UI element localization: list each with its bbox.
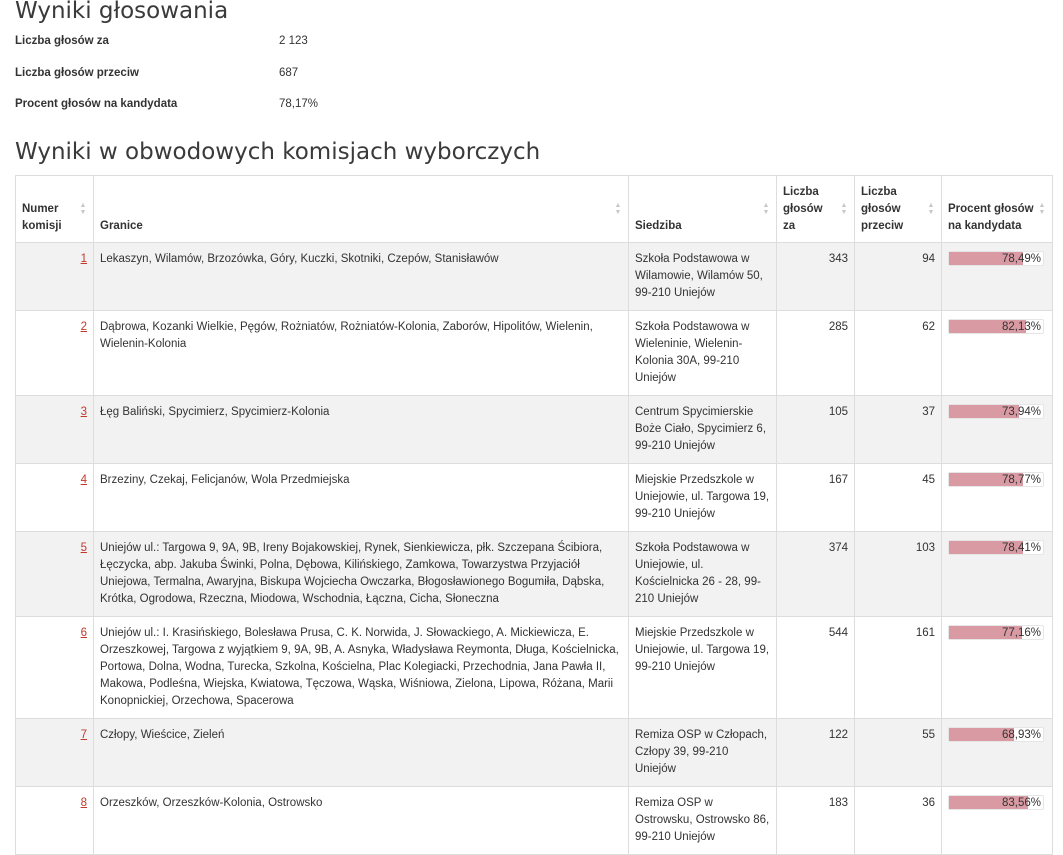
percent-bar [948,795,1044,810]
column-header-percent[interactable] [942,175,1053,242]
cell-seat: Remiza OSP w Człopach, Człopy 39, 99-210 Uniejów [629,718,777,786]
summary-row-percent [15,96,1052,128]
column-header-against-label: Liczba głosów przeciw [861,185,904,232]
cell-votes-for: 343 [777,242,855,310]
table-row [16,786,1053,854]
column-header-borders[interactable] [94,175,629,242]
percent-bar [948,472,1044,487]
sort-arrows-icon: ▲ ▼ [762,201,770,216]
cell-borders: Człopy, Wieścice, Zieleń [94,718,629,786]
percent-bar-label: 82,13% [1001,320,1041,333]
commission-number-link[interactable]: 7 [80,728,87,741]
sort-arrows-icon: ▲ ▼ [840,201,848,216]
cell-votes-for: 374 [777,531,855,616]
cell-percent [942,718,1053,786]
table-header-row [16,175,1053,242]
table-row [16,395,1053,463]
column-header-for-label: Liczba głosów za [783,185,823,232]
cell-number [16,531,94,616]
percent-bar [948,319,1044,334]
column-header-seat-label: Siedziba [635,219,682,232]
column-header-borders-label: Granice [100,219,143,232]
cell-votes-against: 55 [855,718,942,786]
percent-bar-label: 68,93% [1001,728,1041,741]
sort-arrows-icon: ▲ ▼ [614,201,622,216]
percent-bar [948,727,1044,742]
cell-seat: Szkoła Podstawowa w Uniejowie, ul. Kościelnicka 26 - 28, 99-210 Uniejów [629,531,777,616]
cell-percent [942,463,1053,531]
cell-number [16,242,94,310]
percent-bar-label: 78,49% [1001,252,1041,265]
cell-votes-for: 122 [777,718,855,786]
summary-label-percent: Procent głosów na kandydata [15,98,178,110]
percent-bar-label: 78,77% [1001,473,1041,486]
cell-votes-against: 161 [855,616,942,718]
results-table [15,175,1053,855]
commission-number-link[interactable]: 5 [80,541,87,554]
cell-number [16,718,94,786]
cell-seat: Remiza OSP w Ostrowsku, Ostrowsko 86, 99-210 Uniejów [629,786,777,854]
table-row [16,531,1053,616]
percent-bar-label: 83,56% [1001,796,1041,809]
column-header-number-label: Numer komisji [22,202,62,232]
summary-value-percent: 78,17% [279,98,319,110]
summary-label-for: Liczba głosów za [15,35,109,47]
cell-votes-for: 105 [777,395,855,463]
cell-percent [942,242,1053,310]
percent-bar [948,625,1044,640]
cell-votes-for: 544 [777,616,855,718]
cell-seat: Szkoła Podstawowa w Wieleninie, Wielenin-Kolonia 30A, 99-210 Uniejów [629,310,777,395]
table-row [16,616,1053,718]
cell-number [16,786,94,854]
section-title: Wyniki w obwodowych komisjach wyborczych [15,138,541,165]
results-table-body [16,242,1053,854]
summary-row-for [15,33,1052,65]
cell-votes-against: 94 [855,242,942,310]
summary-label-against: Liczba głosów przeciw [15,66,139,79]
cell-votes-against: 37 [855,395,942,463]
cell-percent [942,786,1053,854]
commission-number-link[interactable]: 4 [80,473,87,486]
commission-number-link[interactable]: 3 [80,405,87,418]
cell-percent [942,531,1053,616]
cell-borders: Orzeszków, Orzeszków-Kolonia, Ostrowsko [94,786,629,854]
cell-votes-for: 167 [777,463,855,531]
summary-value-against: 687 [279,66,299,79]
table-row [16,242,1053,310]
cell-borders: Lekaszyn, Wilamów, Brzozówka, Góry, Kuczki, Skotniki, Czepów, Stanisławów [94,242,629,310]
cell-votes-against: 36 [855,786,942,854]
cell-votes-against: 45 [855,463,942,531]
commission-number-link[interactable]: 1 [80,252,87,265]
cell-votes-against: 62 [855,310,942,395]
summary-row-against [15,65,1052,97]
table-row [16,463,1053,531]
sort-arrows-icon: ▲ ▼ [79,201,87,216]
sort-arrows-icon: ▲ ▼ [927,201,935,216]
cell-borders: Brzeziny, Czekaj, Felicjanów, Wola Przedmiejska [94,463,629,531]
cell-percent [942,395,1053,463]
commission-number-link[interactable]: 2 [80,320,87,333]
table-row [16,310,1053,395]
percent-bar-label: 73,94% [1001,405,1041,418]
commission-number-link[interactable]: 6 [80,626,87,639]
cell-seat: Centrum Spycimierskie Boże Ciało, Spycimierz 6, 99-210 Uniejów [629,395,777,463]
cell-percent [942,616,1053,718]
cell-seat: Miejskie Przedszkole w Uniejowie, ul. Targowa 19, 99-210 Uniejów [629,616,777,718]
table-row [16,718,1053,786]
percent-bar [948,251,1044,266]
percent-bar-label: 78,41% [1001,541,1041,554]
cell-votes-for: 183 [777,786,855,854]
cell-number [16,310,94,395]
column-header-against[interactable] [855,175,942,242]
percent-bar-label: 77,16% [1001,626,1041,639]
cell-number [16,463,94,531]
cell-borders: Łęg Baliński, Spycimierz, Spycimierz-Kolonia [94,395,629,463]
page-title: Wyniki głosowania [15,0,229,24]
summary [15,33,1052,128]
cell-votes-for: 285 [777,310,855,395]
cell-number [16,395,94,463]
commission-number-link[interactable]: 8 [80,796,87,809]
cell-borders: Uniejów ul.: Targowa 9, 9A, 9B, Ireny Bojakowskiej, Rynek, Sienkiewicza, płk. Szczepana Ścibiora, Łęczycka, abp. Jakuba Świnki, Polna, Dębowa, Kilińskiego, Zamkowa, Towarzystwa Przyjaciół Uniejowa, Termalna, Awaryjna, Biskupa Wojciecha Owczarka, Błogosławionego Bogumiła, Dąbska, Krótka, Ogrodowa, Rzeczna, Miodowa, Wschodnia, Łączna, Cicha, Słoneczna [94,531,629,616]
cell-borders: Dąbrowa, Kozanki Wielkie, Pęgów, Rożniatów, Rożniatów-Kolonia, Zaborów, Hipolitów, Wielenin, Wielenin-Kolonia [94,310,629,395]
column-header-seat[interactable] [629,175,777,242]
cell-number [16,616,94,718]
cell-percent [942,310,1053,395]
percent-bar [948,404,1044,419]
cell-seat: Miejskie Przedszkole w Uniejowie, ul. Targowa 19, 99-210 Uniejów [629,463,777,531]
sort-arrows-icon: ▲ ▼ [1038,201,1046,216]
percent-bar [948,540,1044,555]
cell-seat: Szkoła Podstawowa w Wilamowie, Wilamów 50, 99-210 Uniejów [629,242,777,310]
summary-value-for: 2 123 [279,35,308,47]
column-header-for[interactable] [777,175,855,242]
cell-borders: Uniejów ul.: I. Krasińskiego, Bolesława Prusa, C. K. Norwida, J. Słowackiego, A. Mickiewicza, E. Orzeszkowej, Targowa z wyjątkiem 9, 9A, 9B, A. Asnyka, Władysława Reymonta, Długa, Kościelnicka, Portowa, Dolna, Wodna, Turecka, Szkolna, Kościelna, Plac Kolegiacki, Przechodnia, Jana Pawła II, Makowa, Podleśna, Wiejska, Kwiatowa, Tęczowa, Wąska, Wiśniowa, Zielona, Lipowa, Różana, Marii Konopnickiej, Orzechowa, Spacerowa [94,616,629,718]
column-header-percent-label: Procent głosów na kandydata [948,202,1034,232]
column-header-number[interactable] [16,175,94,242]
cell-votes-against: 103 [855,531,942,616]
